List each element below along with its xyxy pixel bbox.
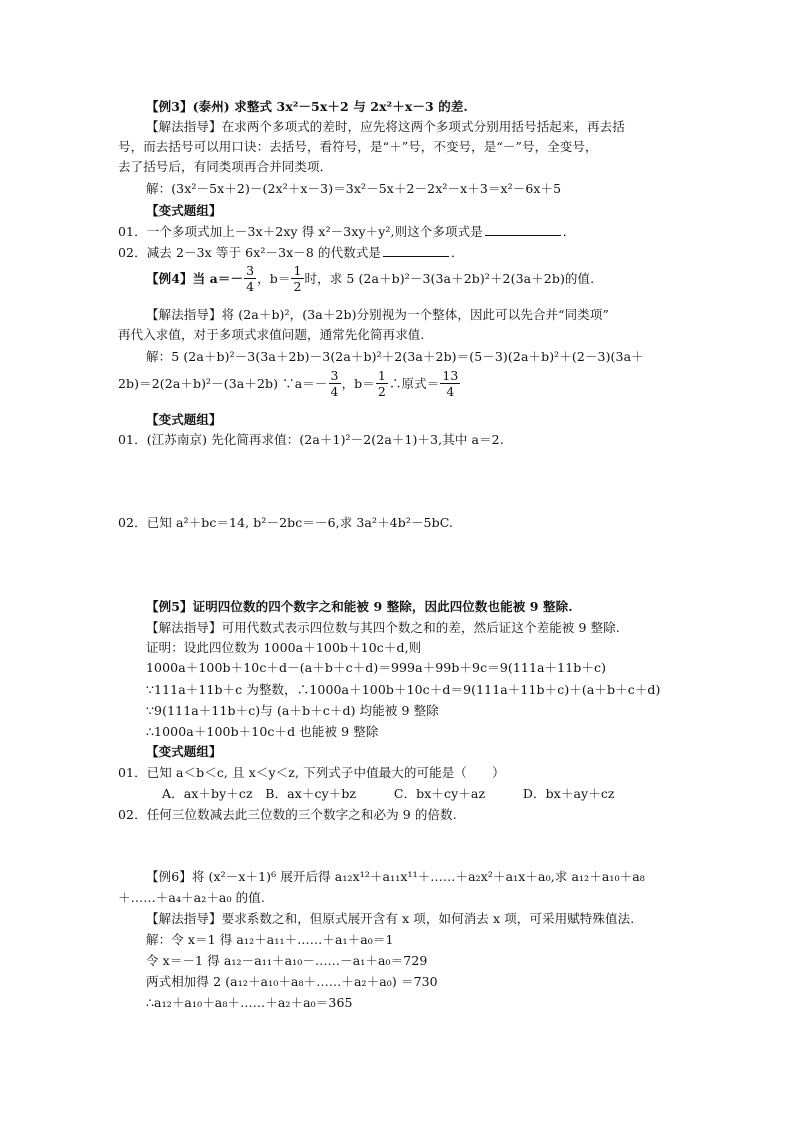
example-3-question-2: [118, 244, 464, 262]
example-3-guide-line-1: 【解法指导】在求两个多项式的差时，应先将这两个多项式分别用括号括起来，再去括: [146, 119, 625, 134]
example-4-question-1: 01．(江苏南京) 先化简再求值：(2a＋1)²－2(2a＋1)＋3,其中 a＝2.: [118, 432, 504, 447]
fraction-denominator: 4: [330, 384, 339, 399]
fraction-denominator: 4: [246, 279, 255, 294]
example-4-solution-line-1: 解：5 (2a＋b)²－3(3a＋2b)－3(2a＋b)²＋2(3a＋2b)＝(5－3)(2a＋b)²＋(2－3)(3a＋: [146, 349, 644, 364]
example-5-guide: 【解法指导】可用代数式表示四位数与其四个数之和的差，然后证这个差能被 9 整除.: [146, 620, 620, 635]
question-text: 01．一个多项式加上－3x＋2xy 得 x²－3xy＋y²,则这个多项式是: [118, 224, 483, 239]
example-3-question-1: [118, 223, 575, 241]
example-6-solution-line-4: ∴a₁₂＋a₁₀＋a₈＋……＋a₂＋a₀＝365: [146, 995, 353, 1010]
fraction-b: [376, 368, 388, 399]
fraction-numerator: 3: [246, 263, 255, 278]
answer-blank: [383, 244, 449, 257]
example-6-solution-line-3: 两式相加得 2 (a₁₂＋a₁₀＋a₈＋……＋a₂＋a₀) ＝730: [146, 974, 438, 989]
fraction-denominator: 2: [293, 279, 302, 294]
example-5-question-1-options: A．ax＋by＋cz B．ax＋cy＋bz C．bx＋cy＋az D．bx＋ay＋cz: [162, 786, 615, 801]
fraction-b: [291, 263, 303, 294]
title-pre: 【例4】当 a＝－: [146, 270, 244, 286]
example-6-solution-line-1: 解：令 x＝1 得 a₁₂＋a₁₁＋……＋a₁＋a₀＝1: [146, 932, 394, 947]
question-end: ．: [562, 224, 576, 239]
example-6-guide: 【解法指导】要求系数之和，但原式展开含有 x 项，如何消去 x 项，可采用赋特殊值法.: [146, 911, 635, 926]
example-6-title-line-1: 【例6】将 (x²－x＋1)⁶ 展开后得 a₁₂x¹²＋a₁₁x¹¹＋……＋a₂x²＋a₁x＋a₀,求 a₁₂＋a₁₀＋a₈: [146, 869, 645, 884]
example-5-proof-line-5: ∴1000a＋100b＋10c＋d 也能被 9 整除: [146, 724, 379, 739]
example-3-guide-line-2: 号，而去括号可以用口诀：去括号，看符号，是“＋”号，不变号，是“－”号，全变号，: [118, 139, 598, 154]
example-4-solution-line-2: [118, 368, 461, 399]
example-4-variant-title: 【变式题组】: [146, 412, 222, 427]
title-post: 时，求 5 (2a＋b)²－3(3a＋2b)²＋2(3a＋2b)的值.: [304, 270, 595, 286]
solution-pre: 2b)＝2(2a＋b)²－(3a＋2b) ∵a＝－: [118, 375, 328, 391]
solution-mid: ，b＝: [341, 375, 375, 391]
fraction-numerator: 13: [442, 368, 459, 383]
example-3-guide-line-3: 去了括号后，有同类项再合并同类项．: [118, 159, 333, 174]
example-5-proof-line-4: ∵9(111a＋11b＋c)与 (a＋b＋c＋d) 均能被 9 整除: [146, 703, 439, 718]
example-4-question-2: 02．已知 a²＋bc＝14, b²－2bc＝－6,求 3a²＋4b²－5bC.: [118, 515, 453, 530]
fraction-denominator: 2: [377, 384, 386, 399]
fraction-numerator: 3: [330, 368, 339, 383]
solution-post: ∴原式＝: [388, 375, 440, 391]
fraction-a: [244, 263, 256, 294]
question-end: ．: [451, 245, 464, 260]
fraction-denominator: 4: [446, 384, 455, 399]
example-3-variant-title: 【变式题组】: [146, 203, 222, 218]
example-6-solution-line-2: 令 x＝－1 得 a₁₂－a₁₁＋a₁₀－……－a₁＋a₀＝729: [146, 953, 428, 968]
example-4-title: [146, 263, 594, 294]
answer-fraction: [440, 368, 460, 399]
example-5-title: 【例5】证明四位数的四个数字之和能被 9 整除，因此四位数也能被 9 整除.: [146, 599, 573, 614]
example-5-proof-line-3: ∵111a＋11b＋c 为整数，∴1000a＋100b＋10c＋d＝9(111a＋11b＋c)＋(a＋b＋c＋d): [146, 682, 661, 697]
question-text: 02．减去 2－3x 等于 6x²－3x－8 的代数式是: [118, 245, 382, 260]
example-3-solution: 解：(3x²－5x＋2)－(2x²＋x－3)＝3x²－5x＋2－2x²－x＋3＝x²－6x＋5: [146, 181, 562, 196]
example-5-question-2: 02．任何三位数减去此三位数的三个数字之和必为 9 的倍数.: [118, 807, 457, 822]
fraction-numerator: 1: [293, 263, 302, 278]
example-5-question-1: 01．已知 a＜b＜c, 且 x＜y＜z, 下列式子中值最大的可能是（ ）: [118, 765, 505, 780]
example-6-title-line-2: ＋……＋a₄＋a₂＋a₀ 的值.: [118, 890, 265, 905]
example-5-variant-title: 【变式题组】: [146, 744, 222, 759]
example-4-guide-line-2: 再代入求值，对于多项式求值问题，通常先化简再求值.: [118, 327, 425, 342]
example-4-guide-line-1: 【解法指导】将 (2a＋b)²，(3a＋2b)分别视为一个整体，因此可以先合并“同类项”: [146, 307, 609, 322]
fraction-numerator: 1: [377, 368, 386, 383]
example-5-proof-line-2: 1000a＋100b＋10c＋d－(a＋b＋c＋d)＝999a＋99b＋9c＝9(111a＋11b＋c): [146, 660, 607, 675]
title-mid: ，b＝: [257, 270, 291, 286]
example-5-proof-line-1: 证明：设此四位数为 1000a＋100b＋10c＋d,则: [146, 640, 422, 655]
example-3-title: 【例3】(泰州) 求整式 3x²－5x＋2 与 2x²＋x－3 的差.: [146, 99, 468, 114]
answer-blank: [485, 223, 561, 236]
fraction-a: [329, 368, 341, 399]
